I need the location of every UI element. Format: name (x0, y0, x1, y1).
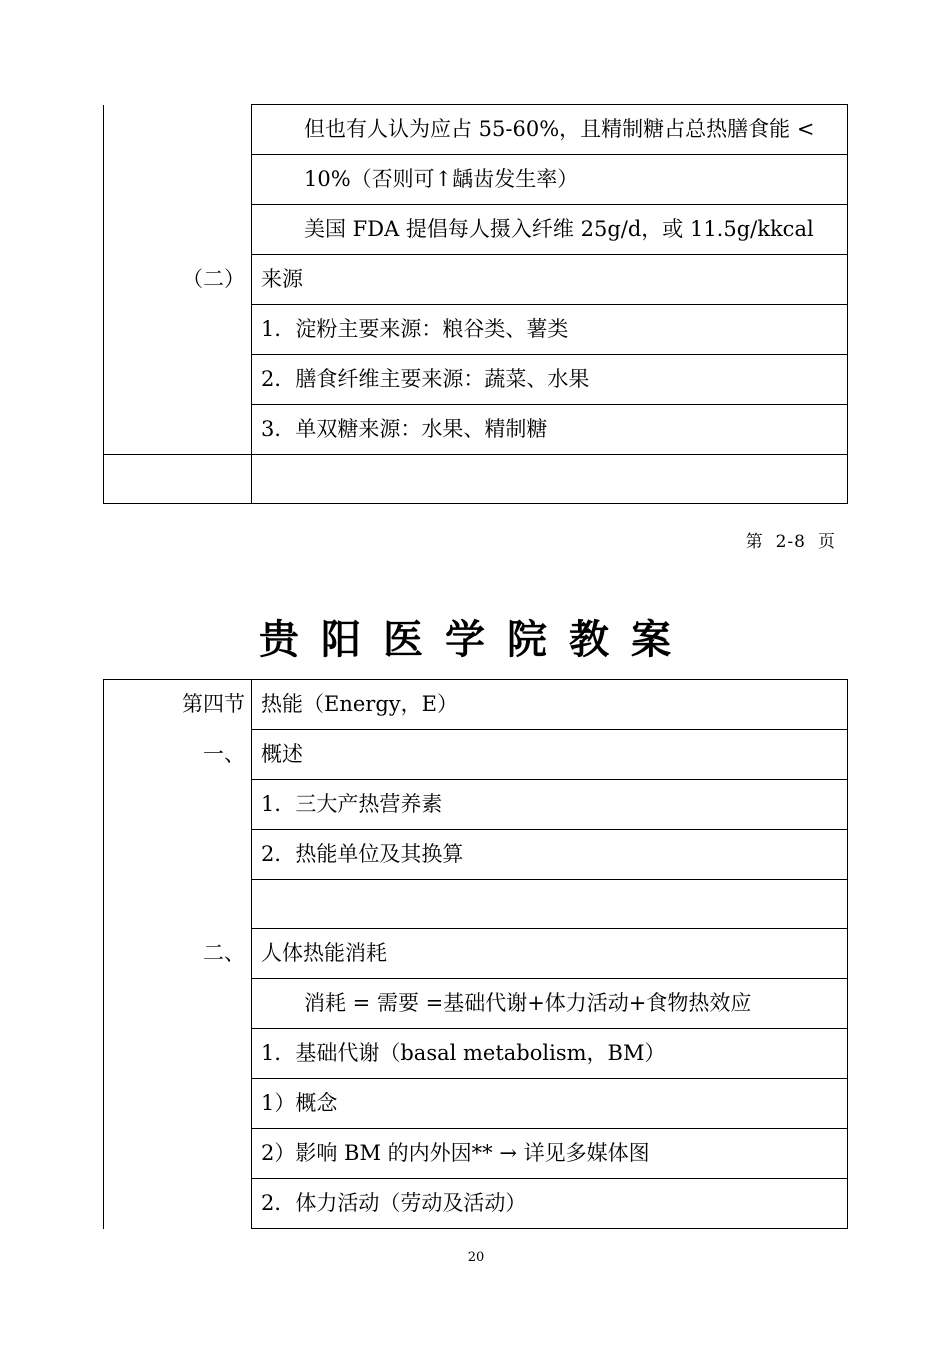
table-row (104, 979, 848, 1029)
table-row (104, 830, 848, 880)
row-text: 2．体力活动（劳动及活动） (252, 1179, 848, 1229)
row-text: 10%（否则可↑龋齿发生率） (252, 155, 848, 205)
row-label (104, 830, 252, 880)
row-label (104, 880, 252, 929)
table-row (104, 205, 848, 255)
row-text: 但也有人认为应占 55-60%，且精制糖占总热膳食能 < (252, 105, 848, 155)
row-label (104, 205, 252, 255)
row-label (104, 405, 252, 455)
table-row (104, 1079, 848, 1129)
row-text: 2．热能单位及其换算 (252, 830, 848, 880)
page-number-suffix: 页 (818, 532, 836, 552)
table-row (104, 355, 848, 405)
table-row (104, 880, 848, 929)
row-text: 美国 FDA 提倡每人摄入纤维 25g/d，或 11.5g/kkcal (252, 205, 848, 255)
row-text: 消耗 = 需要 =基础代谢+体力活动+食物热效应 (252, 979, 848, 1029)
row-label (104, 355, 252, 405)
row-label (104, 455, 252, 504)
row-text: 2．膳食纤维主要来源：蔬菜、水果 (252, 355, 848, 405)
lesson-table-1 (103, 104, 848, 504)
row-label: 二、 (104, 929, 252, 979)
row-text (252, 455, 848, 504)
table-row (104, 680, 848, 730)
row-label: （二） (104, 255, 252, 305)
table-row (104, 1179, 848, 1229)
row-label (104, 155, 252, 205)
row-text: 来源 (252, 255, 848, 305)
page-number (740, 527, 842, 552)
table-row (104, 255, 848, 305)
row-label: 第四节 (104, 680, 252, 730)
table-row (104, 105, 848, 155)
row-text: 2）影响 BM 的内外因** → 详见多媒体图 (252, 1129, 848, 1179)
row-text: 概述 (252, 730, 848, 780)
row-text: 1．淀粉主要来源：粮谷类、薯类 (252, 305, 848, 355)
row-text (252, 880, 848, 929)
row-text: 1．三大产热营养素 (252, 780, 848, 830)
row-label (104, 1129, 252, 1179)
table-row (104, 1029, 848, 1079)
page-number-prefix: 第 (745, 532, 764, 552)
row-text: 人体热能消耗 (252, 929, 848, 979)
row-label (104, 1179, 252, 1229)
row-text: 1．基础代谢（basal metabolism，BM） (252, 1029, 848, 1079)
table-row (104, 405, 848, 455)
row-label (104, 105, 252, 155)
table-row (104, 730, 848, 780)
document-title: 贵阳医学院教案 (259, 616, 693, 663)
table-row (104, 929, 848, 979)
table-row (104, 455, 848, 504)
row-label (104, 979, 252, 1029)
row-label (104, 780, 252, 830)
row-label (104, 305, 252, 355)
row-text: 热能（Energy，E） (252, 680, 848, 730)
row-label: 一、 (104, 730, 252, 780)
table-row (104, 780, 848, 830)
table-row (104, 305, 848, 355)
row-label (104, 1029, 252, 1079)
footer-page-number: 20 (467, 1250, 485, 1265)
lesson-table-2 (103, 679, 848, 1229)
page-number-value: 2-8 (775, 532, 806, 552)
row-text: 1）概念 (252, 1079, 848, 1129)
table-row (104, 155, 848, 205)
row-text: 3．单双糖来源：水果、精制糖 (252, 405, 848, 455)
table-row (104, 1129, 848, 1179)
row-label (104, 1079, 252, 1129)
